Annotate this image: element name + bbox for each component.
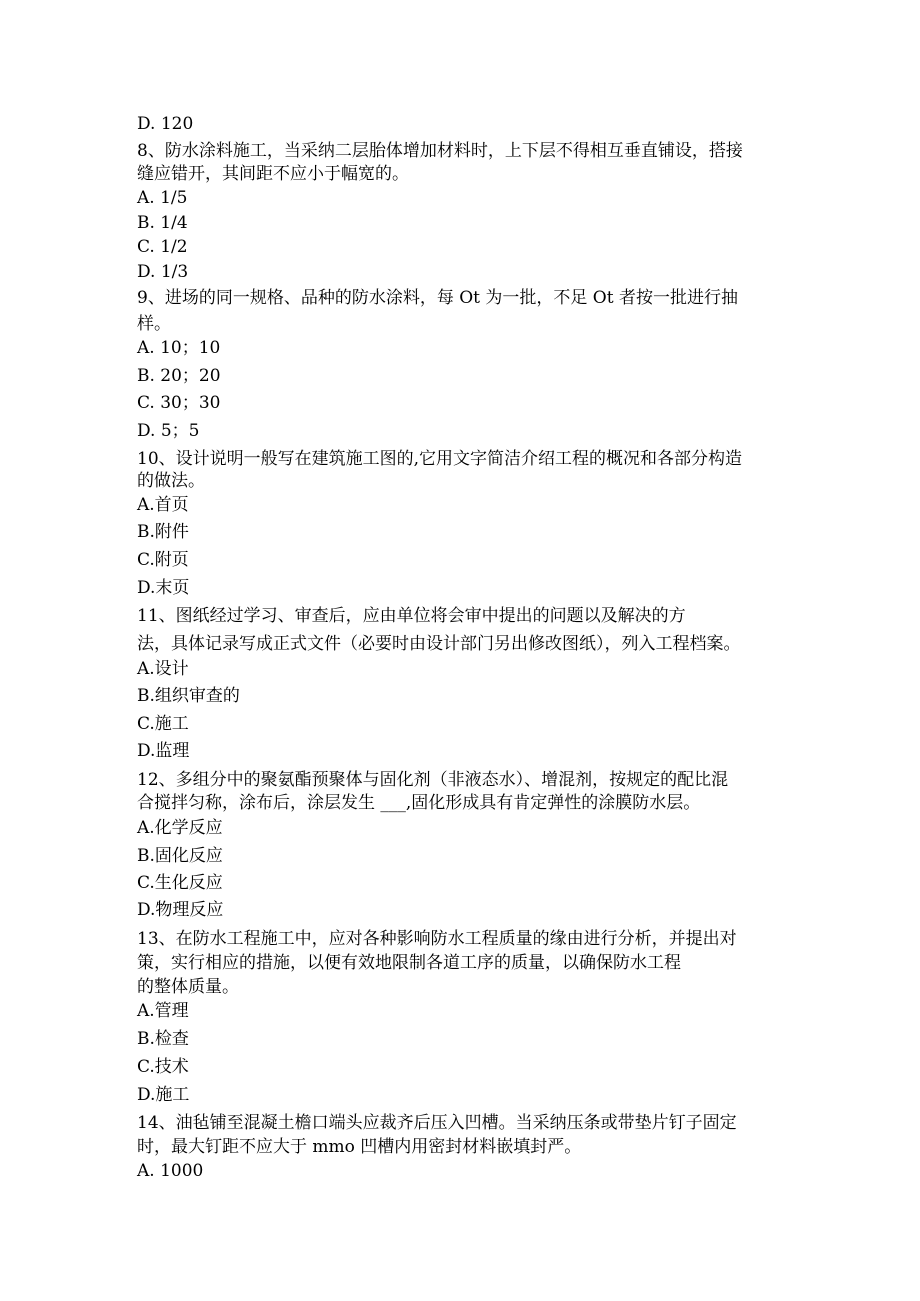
option-c-q10: C.附页 bbox=[137, 550, 189, 570]
question-9-line-1: 9、进场的同一规格、品种的防水涂料，每 Ot 为一批，不足 Ot 者按一批进行抽 bbox=[137, 288, 738, 308]
option-a-q11: A.设计 bbox=[137, 659, 189, 679]
question-10-line-2: 的做法。 bbox=[137, 471, 205, 491]
question-13-line-2: 策，实行相应的措施，以便有效地限制各道工序的质量，以确保防水工程 bbox=[137, 953, 681, 973]
option-b-q8: B. 1/4 bbox=[137, 213, 188, 233]
option-d-q12: D.物理反应 bbox=[137, 900, 224, 920]
question-8-line-1: 8、防水涂料施工，当采纳二层胎体增加材料时，上下层不得相互垂直铺设，搭接 bbox=[137, 141, 743, 161]
option-d-q9: D. 5；5 bbox=[137, 421, 200, 441]
option-d-q13: D.施工 bbox=[137, 1085, 190, 1105]
option-a-q14: A. 1000 bbox=[137, 1161, 204, 1181]
option-c-q8: C. 1/2 bbox=[137, 237, 188, 257]
option-b-q13: B.检查 bbox=[137, 1029, 189, 1049]
option-d-q7: D. 120 bbox=[137, 114, 194, 134]
question-14-line-1: 14、油毡铺至混凝土檐口端头应裁齐后压入凹槽。当采纳压条或带垫片钉子固定 bbox=[137, 1113, 737, 1133]
option-b-q11: B.组织审查的 bbox=[137, 686, 240, 706]
question-11-line-2: 法，具体记录写成正式文件（必要时由设计部门另出修改图纸），列入工程档案。 bbox=[137, 634, 741, 654]
option-a-q13: A.管理 bbox=[137, 1001, 189, 1021]
option-c-q13: C.技术 bbox=[137, 1057, 189, 1077]
option-b-q10: B.附件 bbox=[137, 522, 189, 542]
option-c-q12: C.生化反应 bbox=[137, 873, 223, 893]
question-10-line-1: 10、设计说明一般写在建筑施工图的,它用文字简洁介绍工程的概况和各部分构造 bbox=[137, 449, 743, 469]
option-a-q9: A. 10；10 bbox=[137, 338, 221, 358]
option-c-q9: C. 30；30 bbox=[137, 393, 221, 413]
option-c-q11: C.施工 bbox=[137, 714, 189, 734]
option-a-q8: A. 1/5 bbox=[137, 188, 188, 208]
question-12-line-1: 12、多组分中的聚氨酯预聚体与固化剂（非液态水）、增混剂，按规定的配比混 bbox=[137, 770, 729, 790]
option-a-q10: A.首页 bbox=[137, 495, 189, 515]
question-12-line-2: 合搅拌匀称，涂布后，涂层发生 ___,固化形成具有肯定弹性的涂膜防水层。 bbox=[137, 793, 701, 813]
option-b-q9: B. 20；20 bbox=[137, 366, 221, 386]
question-11-line-1: 11、图纸经过学习、审查后，应由单位将会审中提出的问题以及解决的方 bbox=[137, 606, 686, 626]
option-d-q10: D.末页 bbox=[137, 578, 190, 598]
option-b-q12: B.固化反应 bbox=[137, 846, 223, 866]
question-13-line-1: 13、在防水工程施工中，应对各种影响防水工程质量的缘由进行分析，并提出对 bbox=[137, 929, 737, 949]
option-d-q11: D.监理 bbox=[137, 741, 190, 761]
question-13-line-3: 的整体质量。 bbox=[137, 977, 239, 997]
question-8-line-2: 缝应错开，其间距不应小于幅宽的。 bbox=[137, 164, 409, 184]
question-14-line-2: 时，最大钉距不应大于 mmo 凹槽内用密封材料嵌填封严。 bbox=[137, 1137, 582, 1157]
option-a-q12: A.化学反应 bbox=[137, 818, 223, 838]
option-d-q8: D. 1/3 bbox=[137, 262, 189, 282]
question-9-line-2: 样。 bbox=[137, 314, 171, 334]
